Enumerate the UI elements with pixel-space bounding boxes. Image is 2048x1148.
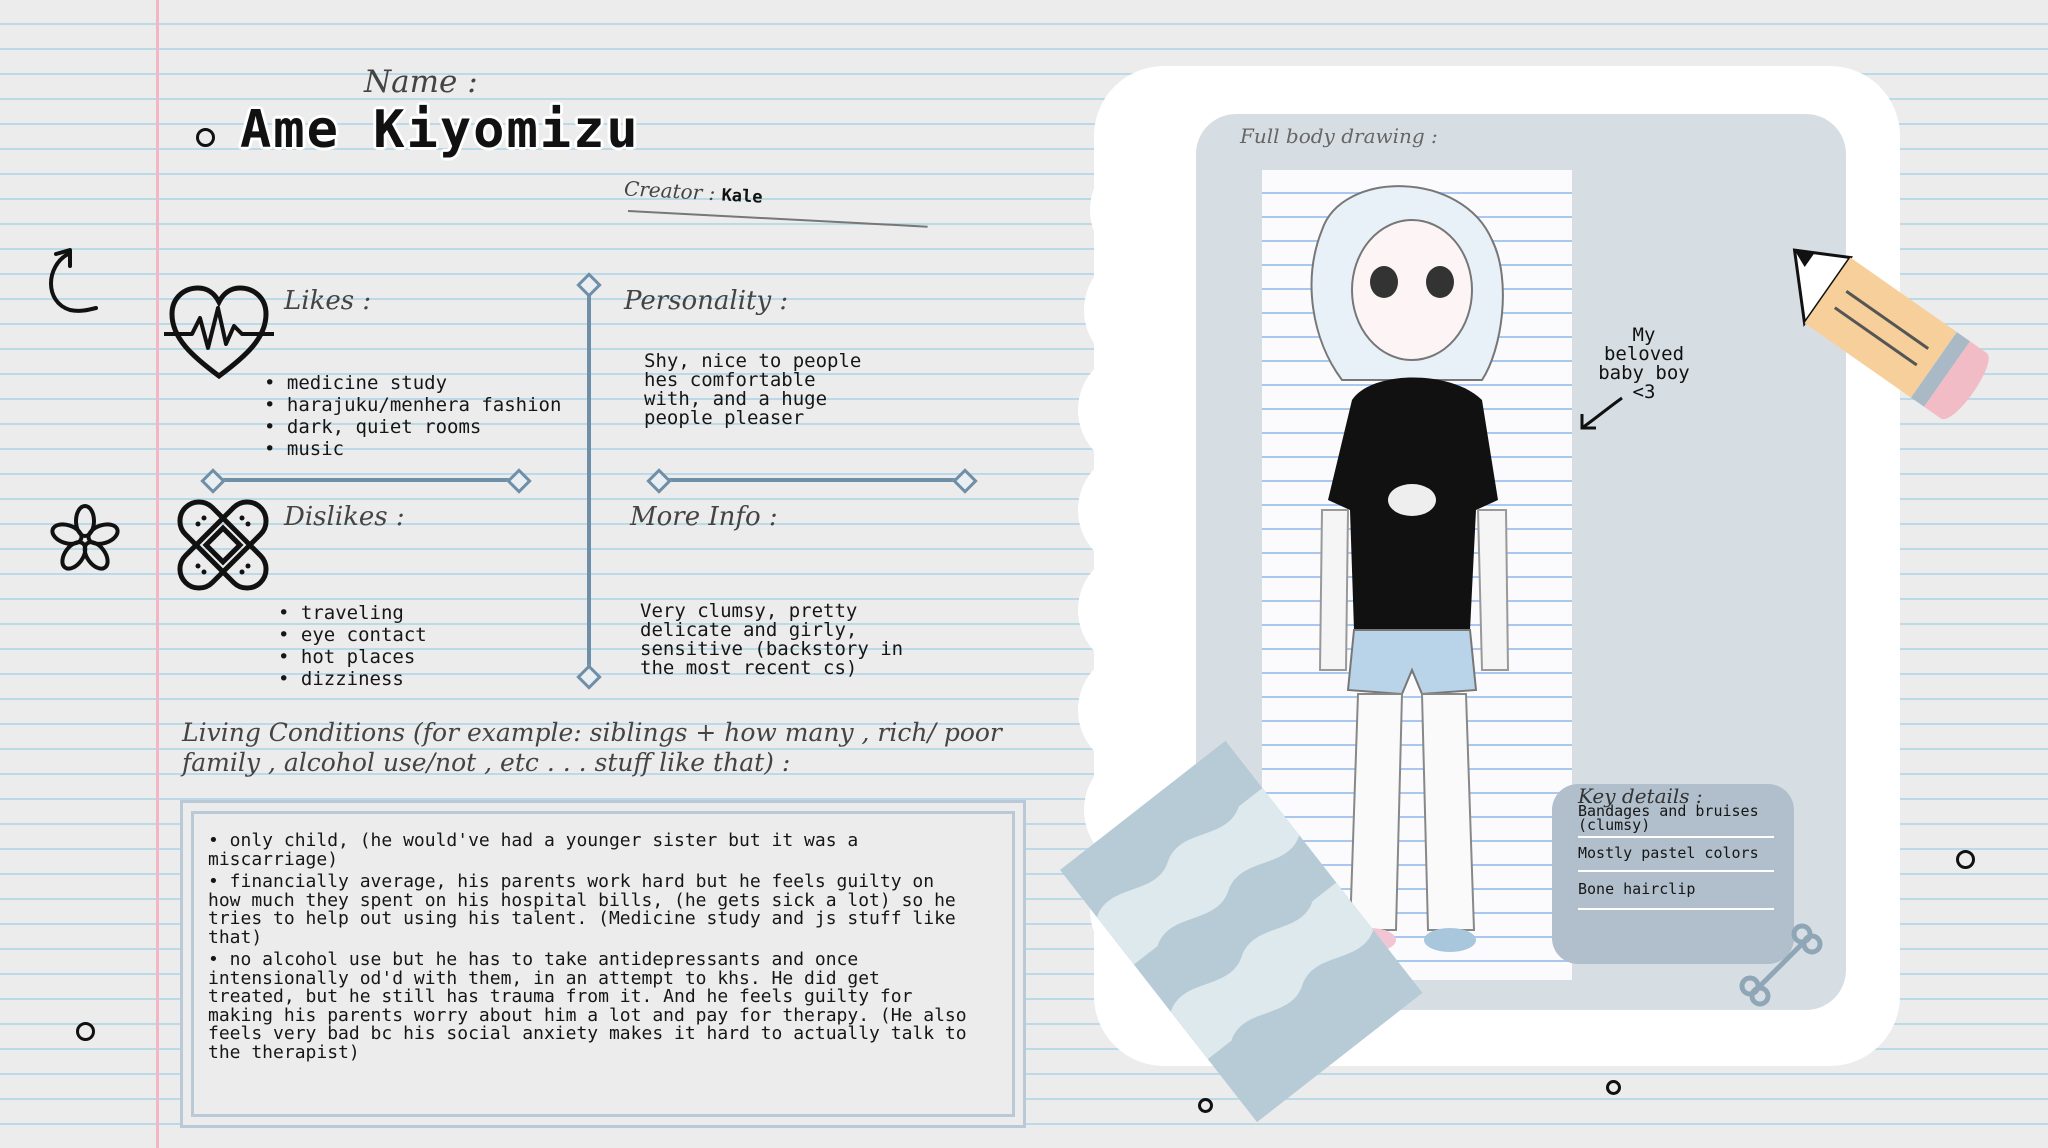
decor-dot (76, 1022, 95, 1041)
list-item: • dizziness (278, 668, 427, 690)
decor-dot (1606, 1080, 1621, 1095)
horizontal-divider (656, 478, 966, 482)
drawing-label: Full body drawing : (1240, 124, 1438, 148)
more-info-text (640, 602, 903, 678)
horizontal-divider (210, 478, 520, 482)
pencil-icon (1728, 212, 2008, 462)
living-conditions-title: Living Conditions (for example: siblings + how many , rich/ poor family , alcohol use/not , etc . . . stuff like that) : (182, 718, 1002, 777)
arrow-icon (1574, 394, 1626, 434)
key-detail-item: Bone hairclip (1578, 880, 1696, 898)
list-item: • music (264, 438, 561, 460)
drawing-note-line: baby boy (1598, 362, 1690, 384)
heart-rate-icon (162, 278, 276, 384)
flower-icon (48, 504, 122, 576)
personality-line: people pleaser (644, 407, 805, 429)
personality-title: Personality : (624, 286, 789, 316)
list-item: • medicine study (264, 372, 561, 394)
creator-name: Kale (721, 185, 763, 208)
decor-dot (1198, 1098, 1213, 1113)
likes-title: Likes : (284, 286, 372, 316)
personality-line: Shy, nice to people (644, 350, 862, 372)
living-conditions-text (208, 832, 968, 1066)
drawing-note-line: <3 (1632, 381, 1656, 403)
more-info-line: sensitive (backstory in (640, 638, 904, 660)
drawing-note (1596, 326, 1692, 402)
drawing-note-line: My (1632, 324, 1656, 346)
more-info-line: the most recent cs) (640, 657, 858, 679)
personality-line: with, and a huge (644, 388, 828, 410)
living-conditions-item: • only child, (he would've had a younger sister but it was a miscarriage) (208, 830, 859, 870)
key-details-title: Key details : (1578, 784, 1703, 808)
more-info-line: delicate and girly, (640, 619, 858, 641)
divider-diamond (952, 468, 977, 493)
creator-underline (628, 210, 928, 228)
living-conditions-item: • no alcohol use but he has to take antidepressants and once intensionally od'd with them, in an attempt to khs. He did get treated, but he still has trauma from it. And he feels guilty for making his parents worry about him a lot and pay for therapy. (He also feels very bad bc his social anxiety makes it hard to actually talk to the therapist) (208, 949, 967, 1063)
bone-icon (1736, 920, 1826, 1010)
decor-dot (1956, 850, 1975, 869)
list-item: • harajuku/menhera fashion (264, 394, 561, 416)
living-conditions-box (180, 800, 1026, 1128)
living-conditions-item: • financially average, his parents work hard but he feels guilty on how much they spent on his hospital bills, (he gets sick a lot) so he tries to help out using his talent. (Medicine study and js stuff like that) (208, 871, 956, 948)
divider-diamond (506, 468, 531, 493)
dislikes-title: Dislikes : (284, 502, 405, 532)
divider-diamond (646, 468, 671, 493)
character-name: Ame Kiyomizu (240, 100, 640, 160)
drawing-note-line: beloved (1603, 343, 1685, 365)
living-conditions-inner-frame (191, 811, 1015, 1117)
list-item: • hot places (278, 646, 427, 668)
creator-line-text (623, 176, 763, 207)
key-detail-line (1578, 836, 1774, 838)
personality-text (644, 352, 861, 428)
creator-label: Creator : (623, 176, 716, 206)
likes-list (264, 372, 561, 460)
more-info-title: More Info : (630, 502, 778, 532)
key-detail-item: Bandages and bruises (clumsy) (1578, 802, 1759, 834)
list-item: • eye contact (278, 624, 427, 646)
list-item: • dark, quiet rooms (264, 416, 561, 438)
divider-diamond (576, 272, 601, 297)
more-info-line: Very clumsy, pretty (640, 600, 858, 622)
dislikes-list (278, 602, 427, 690)
bandage-icon (168, 490, 278, 600)
refresh-arrow-icon (40, 244, 110, 320)
personality-line: hes comfortable (644, 369, 816, 391)
divider-diamond (576, 664, 601, 689)
key-detail-line (1578, 908, 1774, 910)
vertical-divider (587, 282, 591, 672)
name-label: Name : (364, 64, 478, 100)
list-item: • traveling (278, 602, 427, 624)
key-detail-line (1578, 870, 1774, 872)
notebook-margin-line (156, 0, 159, 1148)
key-detail-item: Mostly pastel colors (1578, 844, 1759, 862)
name-bullet-dot (196, 128, 215, 147)
